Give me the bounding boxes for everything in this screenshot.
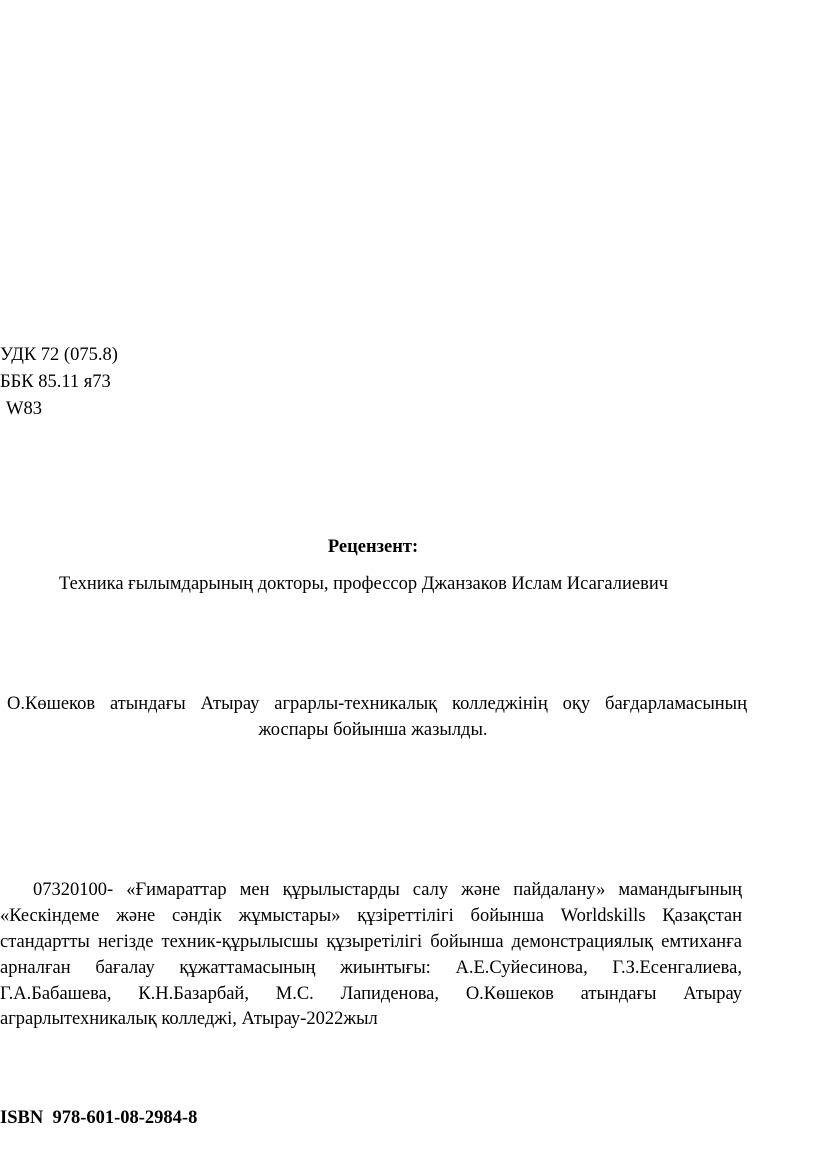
approval-line-1: О.Көшеков атындағы Атырау аграрлы-техникалық колледжінің оқу бағдарламасының — [7, 694, 747, 714]
description-line: аграрлытехникалық колледжі, Атырау-2022жыл — [0, 1009, 378, 1029]
reviewer-name: Техника ғылымдарының докторы, профессор Джанзаков Ислам Исагалиевич — [59, 574, 669, 594]
author-mark: W83 — [6, 399, 42, 419]
udk-code: УДК 72 (075.8) — [0, 345, 118, 365]
description-line: стандартты негізде техник-құрылысшы құзыретілігі бойынша демонстрациялық емтиханға — [0, 932, 742, 952]
approval-line-2: жоспары бойынша жазылды. — [258, 720, 488, 740]
isbn-number: ISBN 978-601-08-2984-8 — [0, 1108, 198, 1128]
description-line: «Кескіндеме және сәндік жұмыстары» құзіреттілігі бойынша Worldskills Қазақстан — [0, 906, 742, 926]
reviewer-heading: Рецензент: — [327, 537, 419, 557]
bbk-code: ББК 85.11 я73 — [0, 372, 111, 392]
description-line: арналған бағалау құжаттамасының жиынтығы: А.Е.Суйесинова, Г.З.Есенгалиева, — [0, 958, 742, 978]
description-line: 07320100- «Ғимараттар мен құрылыстарды салу және пайдалану» мамандығының — [33, 880, 742, 900]
description-line: Г.А.Бабашева, К.Н.Базарбай, М.С. Лапиденова, О.Көшеков атындағы Атырау — [0, 984, 742, 1004]
